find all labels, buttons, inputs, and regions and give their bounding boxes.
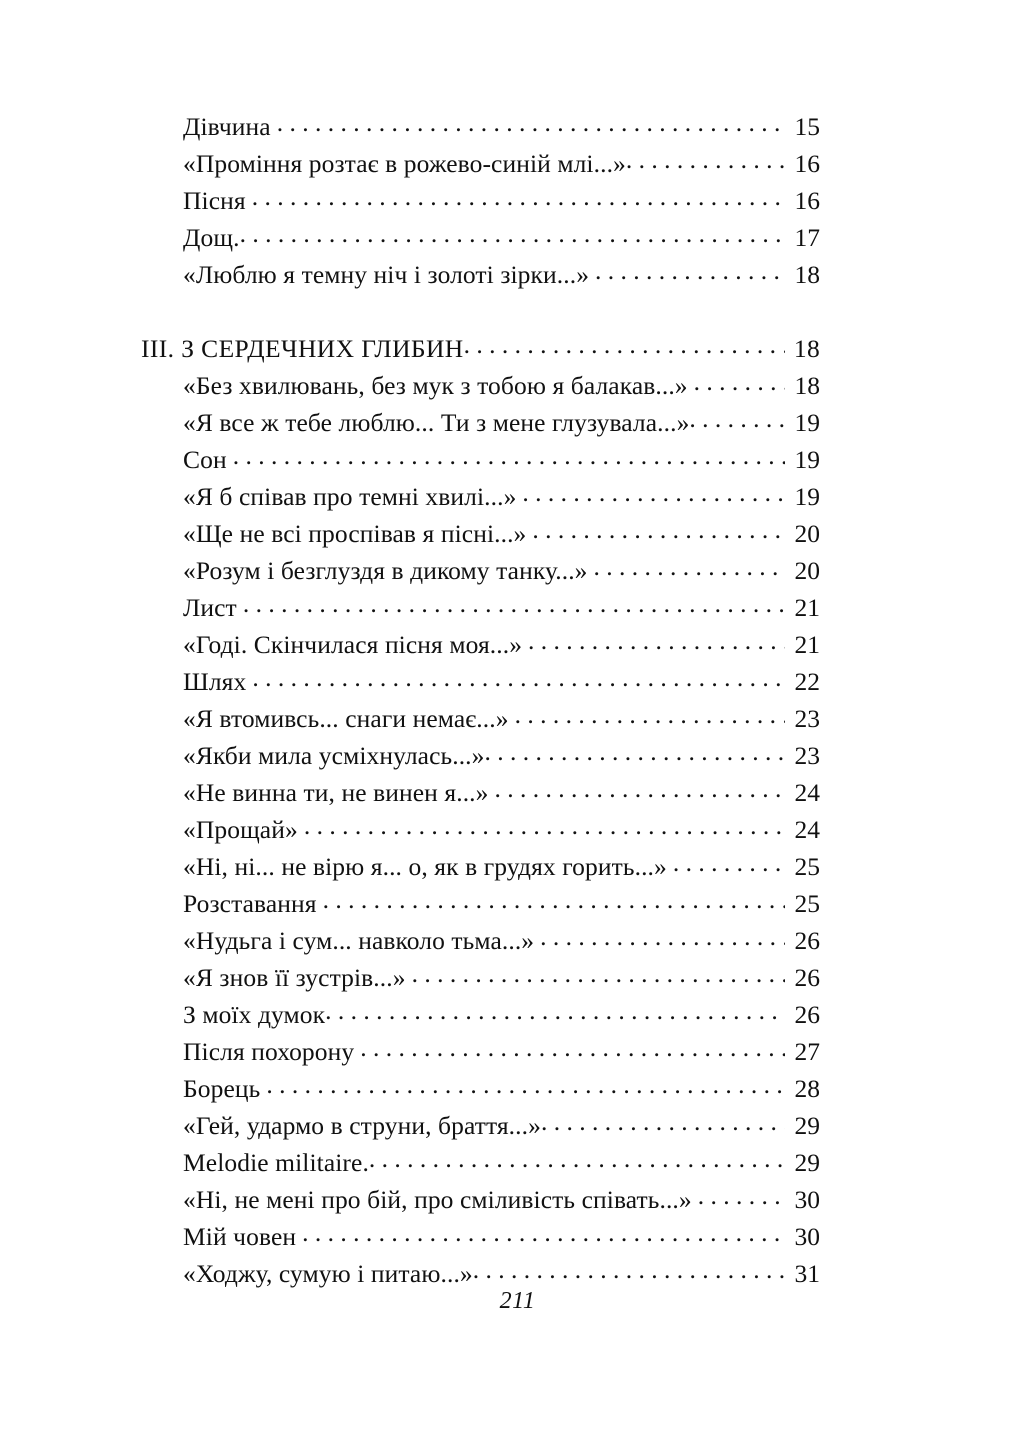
toc-entry-row[interactable] [141, 1181, 820, 1218]
toc-dot-leader [233, 443, 785, 469]
toc-entry-row[interactable] [141, 182, 820, 219]
toc-page-number: 21 [794, 630, 820, 659]
toc-page-number: 26 [794, 963, 820, 992]
toc-page-number: 16 [794, 186, 820, 215]
toc-entry-row[interactable] [141, 885, 820, 922]
toc-entry-title: «Ні, ні... не вірю я... о, як в грудях горить...» [183, 852, 667, 881]
toc-dot-leader [325, 998, 785, 1024]
toc-entry-title: «Розум і безглуздя в дикому танку...» [183, 556, 588, 585]
toc-entry-row[interactable] [141, 404, 820, 441]
toc-entry-title: Після похорону [183, 1037, 355, 1066]
toc-dot-leader [673, 850, 785, 876]
toc-page-number: 23 [794, 704, 820, 733]
toc-dot-leader [626, 147, 785, 173]
toc-dot-leader [252, 184, 785, 210]
toc-page-number: 15 [794, 112, 820, 141]
toc-entry-title: Лист [183, 593, 237, 622]
toc-entry-title: «Я б співав про темні хвилі...» [183, 482, 517, 511]
toc-dot-leader [277, 110, 785, 136]
toc-entry-title: Розставання [183, 889, 317, 918]
toc-entry-row[interactable] [141, 1033, 820, 1070]
toc-entry-title: «Я все ж тебе люблю... Ти з мене глузувала...» [183, 408, 690, 437]
toc-dot-leader [495, 776, 786, 802]
toc-dot-leader [595, 258, 785, 284]
toc-page-number: 19 [794, 408, 820, 437]
toc-entry-title: «Гей, удармо в струни, браття...» [183, 1111, 541, 1140]
toc-page-number: 26 [794, 926, 820, 955]
toc-entry-title: З моїх думок [183, 1000, 326, 1029]
toc-page-number: 20 [794, 519, 820, 548]
toc-page-number: 28 [794, 1074, 820, 1103]
toc-dot-leader [323, 887, 785, 913]
toc-dot-leader [266, 1072, 785, 1098]
toc-entry-row[interactable] [141, 700, 820, 737]
toc-entry-row[interactable] [141, 996, 820, 1033]
toc-section-title: III. З СЕРДЕЧНИХ ГЛИБИН [141, 334, 464, 363]
toc-entry-title: «Я знов її зустрів...» [183, 963, 406, 992]
toc-entry-row[interactable] [141, 959, 820, 996]
toc-dot-leader [594, 554, 785, 580]
toc-dot-leader [694, 369, 785, 395]
toc-page-number: 19 [794, 482, 820, 511]
toc-entry-title: Шлях [183, 667, 247, 696]
toc-entry-row[interactable] [141, 626, 820, 663]
toc-entry-row[interactable] [141, 1070, 820, 1107]
toc-dot-leader [532, 517, 785, 543]
toc-entry-title: Melodie militaire. [183, 1148, 369, 1177]
toc-dot-leader [473, 1257, 785, 1283]
toc-page-number: 18 [794, 371, 820, 400]
toc-dot-leader [528, 628, 785, 654]
toc-entry-title: «Люблю я темну ніч і золоті зірки...» [183, 260, 590, 289]
toc-entry-title: «Ходжу, сумую і питаю...» [183, 1259, 473, 1288]
toc-entry-title: «Якби мила усміхнулась...» [183, 741, 485, 770]
toc-dot-leader [522, 480, 785, 506]
toc-page-number: 20 [794, 556, 820, 585]
toc-page-number: 25 [794, 889, 820, 918]
toc-page-number: 23 [794, 741, 820, 770]
toc-entry-row[interactable] [141, 737, 820, 774]
toc-dot-leader [304, 813, 785, 839]
toc-entry-title: «Прощай» [183, 815, 298, 844]
toc-page-number: 16 [794, 149, 820, 178]
toc-dot-leader [369, 1146, 785, 1172]
toc-entry-row[interactable] [141, 256, 820, 293]
toc-entry-row[interactable] [141, 774, 820, 811]
toc-entry-row[interactable] [141, 219, 820, 256]
toc-entry-title: «Не винна ти, не винен я...» [183, 778, 489, 807]
toc-dot-leader [485, 739, 786, 765]
table-of-contents [141, 108, 820, 1292]
toc-dot-leader [243, 591, 785, 617]
toc-page-number: 30 [794, 1185, 820, 1214]
toc-entry-title: Борець [183, 1074, 261, 1103]
toc-entry-title: Дівчина [183, 112, 271, 141]
toc-dot-leader [252, 665, 785, 691]
toc-entry-row[interactable] [141, 589, 820, 626]
toc-entry-row[interactable] [141, 515, 820, 552]
toc-page-number: 24 [794, 778, 820, 807]
toc-page-number: 17 [794, 223, 820, 252]
toc-entry-title: Пісня [183, 186, 246, 215]
toc-entry-title: «Проміння розтає в рожево-синій млі...» [183, 149, 626, 178]
toc-entry-title: Сон [183, 445, 227, 474]
toc-dot-leader [698, 1183, 785, 1209]
toc-entry-title: «Ще не всі проспівав я пісні...» [183, 519, 527, 548]
toc-entry-row[interactable] [141, 663, 820, 700]
toc-dot-leader [360, 1035, 785, 1061]
toc-entry-title: Мій човен [183, 1222, 297, 1251]
toc-entry-row[interactable] [141, 811, 820, 848]
toc-entry-row[interactable] [141, 922, 820, 959]
toc-page-number: 21 [794, 593, 820, 622]
toc-page-number: 26 [794, 1000, 820, 1029]
toc-entry-row[interactable] [141, 478, 820, 515]
toc-entry-title: «Годі. Скінчилася пісня моя...» [183, 630, 523, 659]
toc-entry-row[interactable] [141, 1107, 820, 1144]
toc-page-number: 31 [794, 1259, 820, 1288]
toc-page-number: 30 [794, 1222, 820, 1251]
toc-entry-row[interactable] [141, 1255, 820, 1292]
toc-section-row[interactable] [141, 330, 820, 367]
toc-entry-row[interactable] [141, 145, 820, 182]
toc-page-number: 29 [794, 1148, 820, 1177]
toc-page-number: 22 [794, 667, 820, 696]
page-folio-number: 211 [499, 1288, 536, 1314]
toc-entry-title: «Без хвилювань, без мук з тобою я балакав...» [183, 371, 688, 400]
toc-entry-row[interactable] [141, 441, 820, 478]
toc-entry-row[interactable] [141, 108, 820, 145]
toc-entry-title: «Нудьга і сум... навколо тьма...» [183, 926, 535, 955]
toc-dot-leader [412, 961, 785, 987]
toc-page-number: 25 [794, 852, 820, 881]
toc-entry-row[interactable] [141, 367, 820, 404]
toc-entry-title: Дощ. [183, 223, 240, 252]
toc-page-number: 24 [794, 815, 820, 844]
toc-dot-leader [515, 702, 785, 728]
toc-dot-leader [540, 924, 785, 950]
toc-dot-leader [240, 221, 785, 247]
toc-entry-row[interactable] [141, 1144, 820, 1181]
toc-entry-title: «Ні, не мені про бій, про сміливість співать...» [183, 1185, 692, 1214]
toc-dot-leader [464, 332, 785, 358]
toc-dot-leader [541, 1109, 785, 1135]
toc-page-number: 19 [794, 445, 820, 474]
toc-entry-row[interactable] [141, 1218, 820, 1255]
toc-dot-leader [689, 406, 785, 432]
toc-page-number: 18 [794, 260, 820, 289]
toc-page-number: 18 [793, 334, 820, 363]
toc-page-number: 29 [794, 1111, 820, 1140]
toc-dot-leader [302, 1220, 785, 1246]
toc-entry-row[interactable] [141, 848, 820, 885]
toc-entry-title: «Я втомивсь... снаги немає...» [183, 704, 509, 733]
toc-entry-row[interactable] [141, 552, 820, 589]
toc-page-number: 27 [794, 1037, 820, 1066]
